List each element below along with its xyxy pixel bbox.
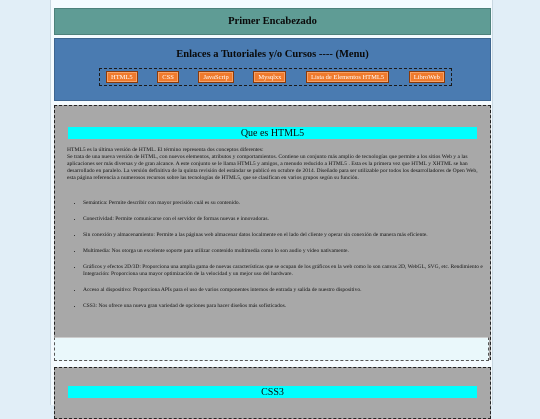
- menu-section: [54, 38, 491, 101]
- list-item: • Gráficos y efectos 2D/3D: Proporciona una amplia gama de nuevas características que se ocupan de los gráficos en la web como lo son canvas 2D, WebGL, SVG, etc. Rendimiento e Integración: Proporciona una mayor optimización de la velocidad y un mejor uso del hardware.: [83, 264, 495, 277]
- list-item: • Multimedia: Nos otorga un excelente soporte para utilizar contenido multimedia como lo son audio y video nativamente.: [83, 248, 495, 255]
- html5-intro-paragraph: Se trata de una nueva versión de HTML, con nuevos elementos, atributos y comportamientos. Contiene un conjunto más amplio de tecnologías que permite a los sitios Web y a las aplicaciones ser más diversas y de gran alcance. A este conjunto se le llama HTML5 y amigos, a menudo reducido a HTML5 . Esta es la primera vez que HTML y XHTML se han desarrollado en paralelo. La versión definitiva de la quinta revisión del estándar se publicó en octubre de 2014. Diseñado para ser utilizable por todos los desarrolladores de Open Web, esta página referencia a numerosos recursos sobre las tecnologías de HTML5, que se clasifican en varios grupos según su función.: [67, 153, 478, 181]
- menu-link-html5-elements[interactable]: Lista de Elementos HTML5: [306, 71, 389, 83]
- html5-section-title: Que es HTML5: [68, 127, 477, 139]
- menu-nav: [99, 68, 452, 86]
- list-item: • Sin conexión y almacenamiento: Permite a las páginas web almacenar datos localmente en el lado del cliente y operar sin conexión de manera más eficiente.: [83, 232, 495, 239]
- html5-intro: [67, 147, 479, 182]
- css3-section-title: CSS3: [68, 386, 477, 398]
- spacer-box: [54, 337, 489, 361]
- menu-link-mysql[interactable]: Mysqlxx: [253, 71, 286, 83]
- menu-title: Enlaces a Tutoriales y/o Cursos ---- (Menu): [176, 49, 369, 60]
- page-container: [50, 0, 493, 405]
- menu-link-libroweb[interactable]: LibroWeb: [409, 71, 445, 83]
- menu-link-css[interactable]: CSS: [157, 71, 179, 83]
- menu-link-javascript[interactable]: JavaScrip: [198, 71, 233, 83]
- html5-section: [54, 105, 491, 360]
- html5-intro-line: HTML5 es la última versión de HTML. El término representa dos conceptos diferentes:: [67, 147, 264, 153]
- header-title: Primer Encabezado: [228, 16, 317, 27]
- html5-feature-list: [67, 200, 495, 319]
- page-header: [54, 8, 491, 35]
- css3-section: [54, 367, 491, 419]
- list-item: • Conectividad: Permite comunicarse con el servidor de formas nuevas e innovadoras.: [83, 216, 495, 223]
- list-item: • Semántica: Permite describir con mayor precisión cuál es su contenido.: [83, 200, 495, 207]
- list-item: • Acceso al dispositivo: Proporciona APIs para el uso de varios componentes internos de entrada y salida de nuestro dispositivo.: [83, 287, 495, 294]
- menu-link-html5[interactable]: HTML5: [106, 71, 138, 83]
- list-item: • CSS3: Nos ofrece una nueva gran variedad de opciones para hacer diseños más sofisticados.: [83, 303, 495, 310]
